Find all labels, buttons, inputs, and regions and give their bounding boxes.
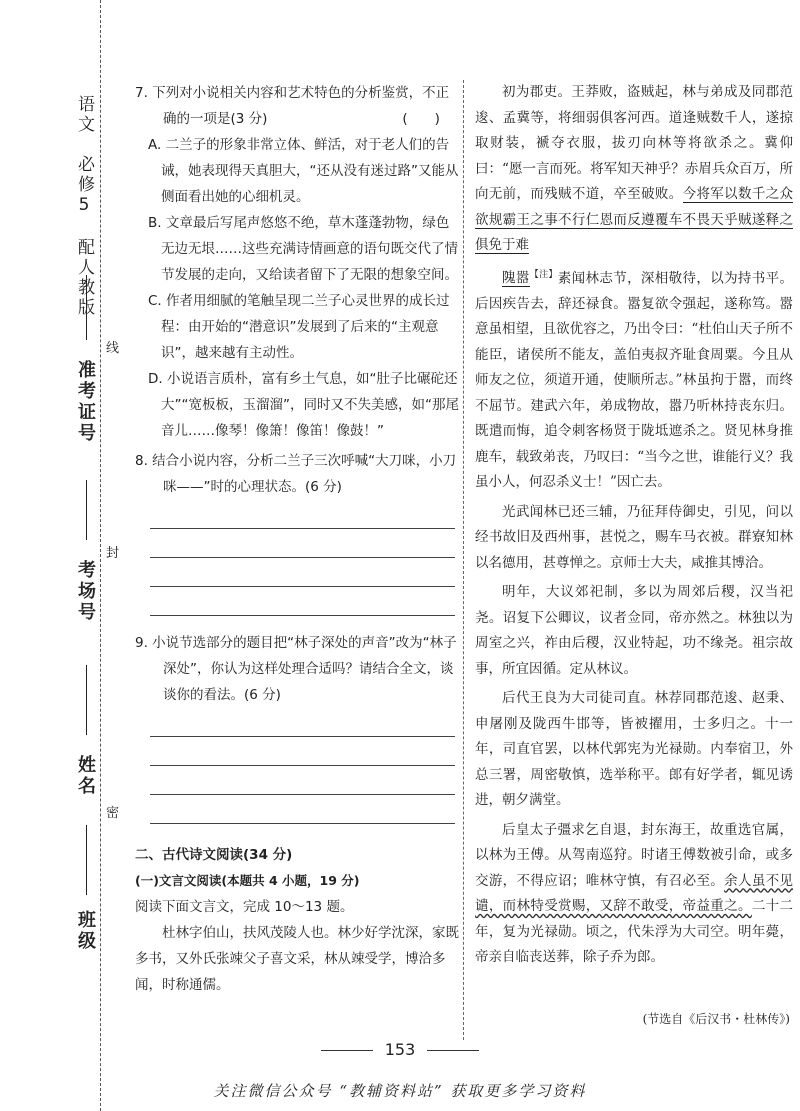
q9-answer-area[interactable] (135, 708, 460, 824)
subject-label: 语文 必修5 配人教版 (74, 95, 94, 318)
wavy-underlined-sentence: 余人虽不见谴，而林特受赏赐，又辞不敢受，帝益重之。 (475, 872, 794, 914)
annotation-note: 【注】 (529, 269, 558, 280)
line-mark: 线 (106, 335, 119, 358)
passage-paragraph: 后皇太子彊求乞自退，封东海王，故重选官属，以林为王傅。从驾南巡狩。时诸王傅数被引命，或多交游，不得应诏；唯林守慎，有召必至。余人虽不见谴，而林特受赏赐，又辞不敢受，帝益重之。二十二年，复为光禄勋。顷之，代朱浮为大司空。明年薨，帝亲自临丧送葬，除子乔为郎。 (475, 821, 794, 965)
passage-paragraph: 后代王良为大司徒司直。林荐同郡范逡、赵秉、申屠刚及陇西牛邯等，皆被擢用，士多归之。十一年，司直官罢，以林代郭宪为光禄勋。内奉宿卫，外总三署，周密敬慎，选举称平。郎有好学者，辄见诱进，朝夕满堂。 (475, 690, 793, 808)
seal-mark: 封 (106, 540, 119, 563)
passage-paragraph: 初为郡吏。王莽败，盗贼起，林与弟成及同郡范逡、孟冀等，将细弱俱客河西。道逢贼数千人，遂掠取财装，褫夺衣服，拔刃向林等将欲杀之。冀仰曰：“愿一言而死。将军知天神乎？赤眉兵众百万，所向无前，而残贼不道，卒至破败。今将军以数千之众欲规霸王之事不行仁恩而反遵覆车不畏天乎贼遂释之俱免于难 (475, 84, 794, 253)
subsection-heading: (一)文言文阅读(本题共 4 小题，19 分) (135, 873, 360, 888)
blank-line (86, 480, 87, 540)
q8-answer-area[interactable] (135, 500, 460, 616)
underlined-sentence: 今将军以数千之众欲规霸王之事不行仁恩而反遵覆车不畏天乎贼遂释之俱免于难 (475, 186, 794, 253)
binding-sidebar (0, 0, 125, 1111)
left-column (135, 80, 460, 998)
question-9: 9. 小说节选部分的题目把“林子深处的声音”改为“林子深处”，你认为这样处理合适吗？请结合全文，谈谈你的看法。(6 分) (135, 635, 457, 703)
passage-start: 杜林字伯山，扶风茂陵人也。林少好学沈深，家既多书，又外氏张竦父子喜文采，林从竦受学，博洽多闻，时称通儒。 (135, 925, 459, 993)
question-7: 7. 下列对小说相关内容和艺术特色的分析鉴赏，不正确的一项是(3 分) ( ) (135, 85, 450, 127)
q7-option-b: B. 文章最后写尾声悠悠不绝，草木蓬蓬勃物，绿色无边无垠……这些充满诗情画意的语句既交代了情节发展的走向，又给读者留下了无限的想象空间。 (148, 215, 458, 283)
page-number: 153 (0, 1040, 800, 1059)
room-label: 考场号 (75, 560, 96, 623)
class-label: 班级 (75, 910, 96, 952)
blank-line (86, 825, 87, 895)
blank-line (86, 275, 87, 340)
q7-option-d: D. 小说语言质朴，富有乡土气息，如“肚子比碾砣还大”“宽板板，玉溜溜”，同时又不失美感，如“那尾音儿……像琴！像箫！像笛！像鼓！” (148, 371, 459, 439)
footer-note: 关注微信公众号 “教辅资料站” 获取更多学习资料 (213, 1082, 587, 1100)
passage-paragraph: 明年，大议郊祀制，多以为周郊后稷，汉当祀尧。诏复下公卿议，议者佥同，帝亦然之。林独以为周室之兴，祚由后稷，汉业特起，功不缘尧。祖宗故事，所宜因循。定从林议。 (475, 584, 793, 677)
exam-id-label: 准考证号 (75, 360, 96, 444)
blank-line (86, 665, 87, 735)
cut-line (100, 0, 101, 1111)
right-column (475, 80, 793, 975)
question-8: 8. 结合小说内容，分析二兰子三次呼喊“大刀咪，小刀咪——”时的心理状态。(6 分) (135, 453, 457, 495)
secret-mark: 密 (106, 800, 119, 823)
q7-option-c: C. 作者用细腻的笔触呈现二兰子心灵世界的成长过程：由开始的“潜意识”发展到了后来的“主观意识”，越来越有主动性。 (148, 293, 450, 361)
name-label: 姓名 (75, 755, 96, 797)
q7-option-a: A. 二兰子的形象非常立体、鲜活，对于老人们的告诫，她表现得天真胆大，“还从没有迷过路”又能从侧面看出她的心细机灵。 (148, 137, 459, 205)
source-citation: (节选自《后汉书・杜林传》) (642, 1012, 790, 1026)
instruction: 阅读下面文言文，完成 10～13 题。 (135, 899, 354, 915)
section-heading: 二、古代诗文阅读(34 分) (135, 847, 293, 863)
passage-paragraph: 隗嚣$^{【注】}$素闻林志节，深相敬待，以为持书平。后因疾告去，辞还禄食。嚣复欲令强起，遂称笃。嚣意虽相望，且欲优容之，乃出令曰：“杜伯山天子所不能臣，诸侯所不能友，盖伯夷叔齐耻食周粟。今且从师友之位，须道开通，使顺所志。”林虽拘于嚣，而终不屈节。建武六年，弟成物故，嚣乃听林持丧东归。既遣而悔，追令刺客杨贤于陇坻遮杀之。贤见林身推鹿车，载致弟丧，乃叹曰：“当今之世，谁能行义？我虽小人，何忍杀义士！”因亡去。 (475, 269, 793, 490)
passage-paragraph: 光武闻林已还三辅，乃征拜侍御史，引见，问以经书故旧及西州事，甚悦之，赐车马衣被。群寮知林以名德用，甚尊惮之。京师士大夫，咸推其博洽。 (475, 503, 793, 571)
column-divider (463, 80, 464, 1040)
